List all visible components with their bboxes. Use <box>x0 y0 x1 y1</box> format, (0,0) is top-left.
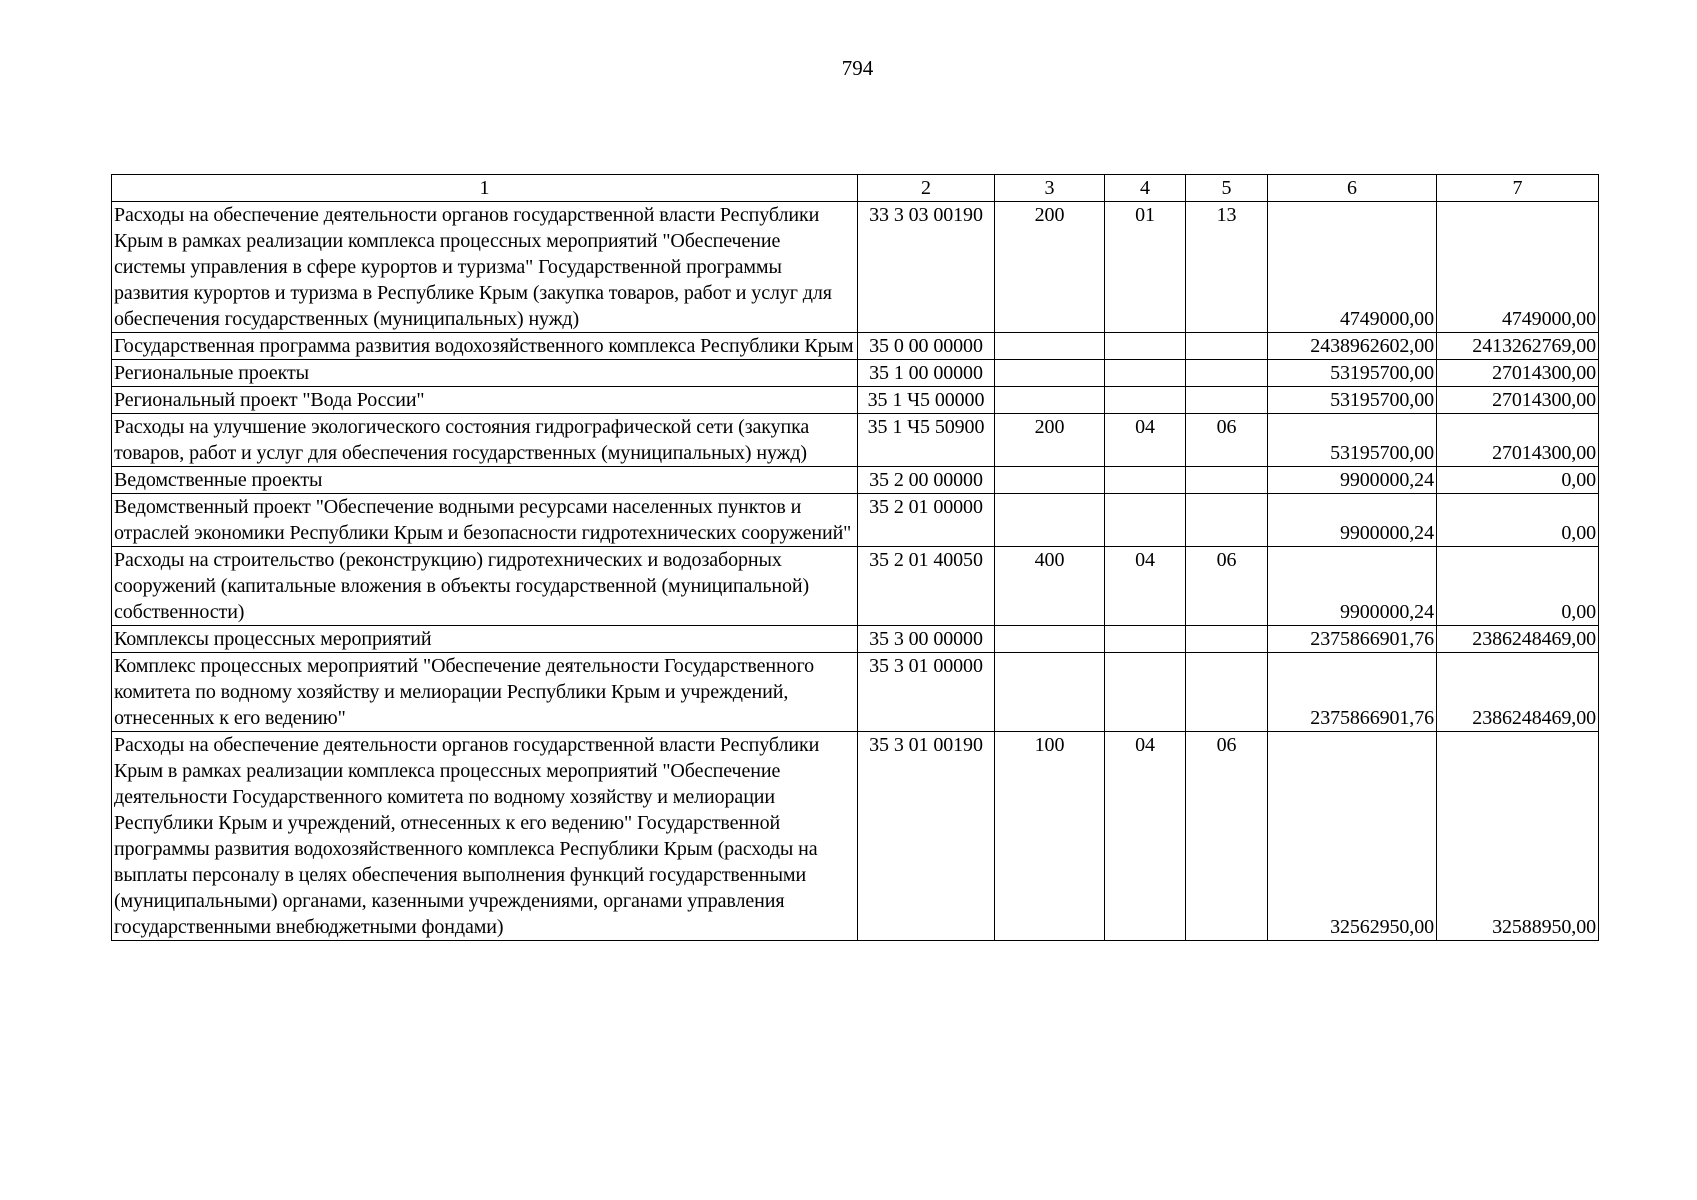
row-col5-cell <box>1186 626 1268 653</box>
row-col3-cell <box>995 387 1105 414</box>
table-row <box>112 626 1599 653</box>
row-name-cell: Комплекс процессных мероприятий "Обеспечение деятельности Государственного комитета по водному хозяйству и мелиорации Республики Крым и учреждений, отнесенных к его ведению" <box>112 653 858 732</box>
row-col7-amount: 27014300,00 <box>1437 387 1599 414</box>
row-col6-amount: 32562950,00 <box>1268 732 1437 941</box>
column-header: 4 <box>1105 175 1186 202</box>
row-code-cell: 35 3 01 00190 <box>858 732 995 941</box>
row-col5-cell <box>1186 467 1268 494</box>
row-col5-cell <box>1186 387 1268 414</box>
row-col7-amount: 0,00 <box>1437 547 1599 626</box>
table-row <box>112 414 1599 467</box>
table-row <box>112 202 1599 333</box>
row-col5-cell <box>1186 653 1268 732</box>
row-col7-amount: 2386248469,00 <box>1437 626 1599 653</box>
row-col6-amount: 9900000,24 <box>1268 467 1437 494</box>
row-col4-cell: 04 <box>1105 547 1186 626</box>
row-col5-cell <box>1186 360 1268 387</box>
row-col6-amount: 2375866901,76 <box>1268 653 1437 732</box>
row-col5-cell: 06 <box>1186 414 1268 467</box>
row-name-cell: Расходы на улучшение экологического состояния гидрографической сети (закупка товаров, работ и услуг для обеспечения государственных (муниципальных) нужд) <box>112 414 858 467</box>
row-col4-cell <box>1105 387 1186 414</box>
row-col5-cell <box>1186 494 1268 547</box>
row-code-cell: 35 1 00 00000 <box>858 360 995 387</box>
row-col3-cell <box>995 626 1105 653</box>
row-code-cell: 35 0 00 00000 <box>858 333 995 360</box>
row-col3-cell: 400 <box>995 547 1105 626</box>
row-col7-amount: 0,00 <box>1437 467 1599 494</box>
row-col5-cell: 13 <box>1186 202 1268 333</box>
row-name-cell: Расходы на строительство (реконструкцию) гидротехнических и водозаборных сооружений (капитальные вложения в объекты государственной (муниципальной) собственности) <box>112 547 858 626</box>
budget-table <box>111 174 1599 941</box>
row-name-cell: Комплексы процессных мероприятий <box>112 626 858 653</box>
row-col6-amount: 2375866901,76 <box>1268 626 1437 653</box>
row-col7-amount: 2386248469,00 <box>1437 653 1599 732</box>
row-col6-amount: 9900000,24 <box>1268 494 1437 547</box>
row-col4-cell <box>1105 467 1186 494</box>
page-number: 794 <box>841 56 874 80</box>
row-col3-cell <box>995 494 1105 547</box>
table-row <box>112 467 1599 494</box>
row-col3-cell: 100 <box>995 732 1105 941</box>
row-code-cell: 35 2 01 40050 <box>858 547 995 626</box>
column-header: 2 <box>858 175 995 202</box>
row-col6-amount: 53195700,00 <box>1268 414 1437 467</box>
row-col7-amount: 27014300,00 <box>1437 360 1599 387</box>
table-row <box>112 732 1599 941</box>
row-col6-amount: 2438962602,00 <box>1268 333 1437 360</box>
row-col7-amount: 32588950,00 <box>1437 732 1599 941</box>
table-row <box>112 653 1599 732</box>
row-name-cell: Расходы на обеспечение деятельности органов государственной власти Республики Крым в рамках реализации комплекса процессных мероприятий "Обеспечение системы управления в сфере курортов и туризма" Государственной программы развития курортов и туризма в Республике Крым (закупка товаров, работ и услуг для обеспечения государственных (муниципальных) нужд) <box>112 202 858 333</box>
row-col3-cell <box>995 360 1105 387</box>
column-header: 5 <box>1186 175 1268 202</box>
row-col4-cell <box>1105 333 1186 360</box>
row-name-cell: Ведомственные проекты <box>112 467 858 494</box>
row-code-cell: 35 1 Ч5 50900 <box>858 414 995 467</box>
row-code-cell: 35 3 01 00000 <box>858 653 995 732</box>
row-col3-cell: 200 <box>995 414 1105 467</box>
row-col7-amount: 4749000,00 <box>1437 202 1599 333</box>
table-row <box>112 387 1599 414</box>
row-col7-amount: 0,00 <box>1437 494 1599 547</box>
row-col3-cell: 200 <box>995 202 1105 333</box>
row-col4-cell <box>1105 626 1186 653</box>
row-col5-cell <box>1186 333 1268 360</box>
table-header-row <box>112 175 1599 202</box>
row-col4-cell: 04 <box>1105 414 1186 467</box>
row-code-cell: 35 3 00 00000 <box>858 626 995 653</box>
row-code-cell: 35 1 Ч5 00000 <box>858 387 995 414</box>
row-col3-cell <box>995 333 1105 360</box>
row-col3-cell <box>995 467 1105 494</box>
row-col7-amount: 27014300,00 <box>1437 414 1599 467</box>
row-name-cell: Региональный проект "Вода России" <box>112 387 858 414</box>
row-col4-cell <box>1105 494 1186 547</box>
row-col7-amount: 2413262769,00 <box>1437 333 1599 360</box>
table-row <box>112 494 1599 547</box>
row-code-cell: 33 3 03 00190 <box>858 202 995 333</box>
row-col3-cell <box>995 653 1105 732</box>
row-col4-cell: 04 <box>1105 732 1186 941</box>
row-col4-cell <box>1105 360 1186 387</box>
row-code-cell: 35 2 00 00000 <box>858 467 995 494</box>
row-col5-cell: 06 <box>1186 732 1268 941</box>
row-name-cell: Региональные проекты <box>112 360 858 387</box>
column-header: 7 <box>1437 175 1599 202</box>
row-name-cell: Расходы на обеспечение деятельности органов государственной власти Республики Крым в рамках реализации комплекса процессных мероприятий "Обеспечение деятельности Государственного комитета по водному хозяйству и мелиорации Республики Крым и учреждений, отнесенных к его ведению" Государственной программы развития водохозяйственного комплекса Республики Крым (расходы на выплаты персоналу в целях обеспечения выполнения функций государственными (муниципальными) органами, казенными учреждениями, органами управления государственными внебюджетными фондами) <box>112 732 858 941</box>
table-row <box>112 360 1599 387</box>
row-col5-cell: 06 <box>1186 547 1268 626</box>
row-name-cell: Ведомственный проект "Обеспечение водными ресурсами населенных пунктов и отраслей экономики Республики Крым и безопасности гидротехнических сооружений" <box>112 494 858 547</box>
column-header: 6 <box>1268 175 1437 202</box>
column-header: 3 <box>995 175 1105 202</box>
table-row <box>112 333 1599 360</box>
row-col6-amount: 4749000,00 <box>1268 202 1437 333</box>
row-col4-cell: 01 <box>1105 202 1186 333</box>
row-col6-amount: 9900000,24 <box>1268 547 1437 626</box>
column-header: 1 <box>112 175 858 202</box>
row-code-cell: 35 2 01 00000 <box>858 494 995 547</box>
row-name-cell: Государственная программа развития водохозяйственного комплекса Республики Крым <box>112 333 858 360</box>
table-row <box>112 547 1599 626</box>
row-col6-amount: 53195700,00 <box>1268 387 1437 414</box>
row-col6-amount: 53195700,00 <box>1268 360 1437 387</box>
row-col4-cell <box>1105 653 1186 732</box>
